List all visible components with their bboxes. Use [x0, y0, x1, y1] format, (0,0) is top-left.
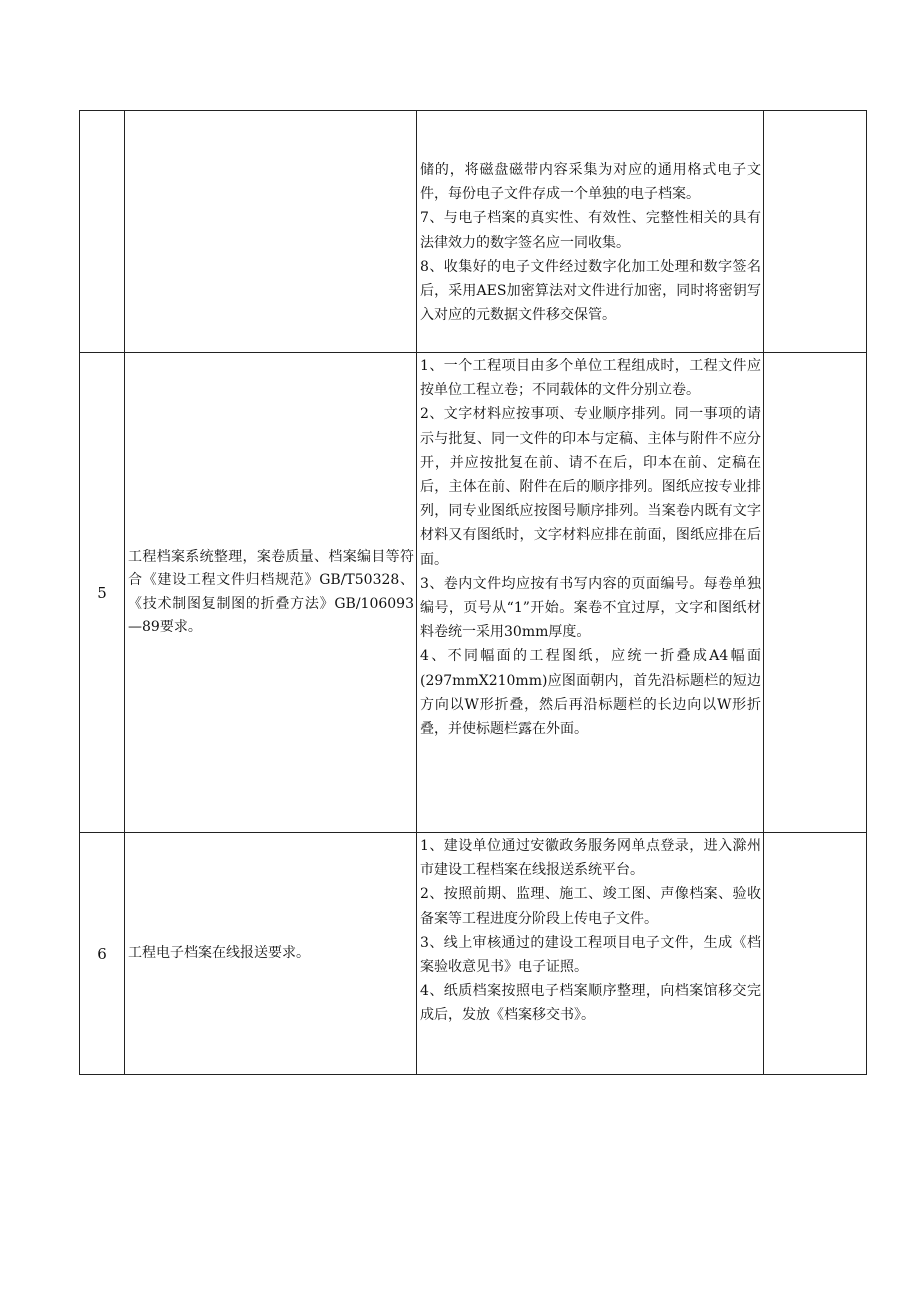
- requirements-cell: [417, 111, 764, 353]
- table-row: [80, 353, 867, 833]
- row-number-cell: 5: [80, 353, 125, 833]
- table-row: [80, 833, 867, 1075]
- item-cell: [125, 353, 417, 833]
- requirements-cell: [417, 353, 764, 833]
- requirement-text: 1、一个工程项目由多个单位工程组成时，工程文件应按单位工程立卷；不同载体的文件分别立卷。: [420, 358, 761, 399]
- requirement-text: 7、与电子档案的真实性、有效性、完整性相关的具有法律效力的数字签名应一同收集。: [420, 210, 761, 251]
- requirement-text: 储的，将磁盘磁带内容采集为对应的通用格式电子文件，每份电子文件存成一个单独的电子档案。: [420, 162, 761, 203]
- requirement-text: 2、文字材料应按事项、专业顺序排列。同一事项的请示与批复、同一文件的印本与定稿、主体与附件不应分开，并应按批复在前、请不在后，印本在前、定稿在后，主体在前、附件在后的顺序排列。图纸应按专业排列，同专业图纸应按图号顺序排列。当案卷内既有文字材料又有图纸时，文字材料应排在前面，图纸应排在后面。: [420, 406, 761, 568]
- note-cell: [764, 111, 867, 353]
- requirement-text: 4、纸质档案按照电子档案顺序整理，向档案馆移交完成后，发放《档案移交书》。: [420, 983, 761, 1024]
- requirements-cell: [417, 833, 764, 1075]
- item-text: 工程档案系统整理，案卷质量、档案编目等符合《建设工程文件归档规范》GB/T50328、《技术制图复制图的折叠方法》GB/106093—89要求。: [128, 548, 414, 635]
- requirement-text: 8、收集好的电子文件经过数字化加工处理和数字签名后，采用AES加密算法对文件进行加密，同时将密钥写入对应的元数据文件移交保管。: [420, 258, 761, 324]
- item-cell: [125, 833, 417, 1075]
- row-number-cell: [80, 111, 125, 353]
- item-text: 工程电子档案在线报送要求。: [128, 944, 310, 961]
- archive-requirements-table: [79, 110, 867, 1075]
- note-cell: [764, 353, 867, 833]
- requirement-text: 3、卷内文件均应按有书写内容的页面编号。每卷单独编号，页号从“1”开始。案卷不宜过厚，文字和图纸材料卷统一采用30mm厚度。: [420, 575, 761, 641]
- requirement-text: 2、按照前期、监理、施工、竣工图、声像档案、验收备案等工程进度分阶段上传电子文件。: [420, 886, 761, 927]
- table-row: [80, 111, 867, 353]
- note-cell: [764, 833, 867, 1075]
- item-cell: [125, 111, 417, 353]
- row-number-cell: 6: [80, 833, 125, 1075]
- requirement-text: 3、线上审核通过的建设工程项目电子文件，生成《档案验收意见书》电子证照。: [420, 934, 761, 976]
- requirement-text: 1、建设单位通过安徽政务服务网单点登录，进入滁州市建设工程档案在线报送系统平台。: [420, 838, 761, 879]
- requirement-text: 4、不同幅面的工程图纸，应统一折叠成A4幅面(297mmX210mm)应图面朝内，首先沿标题栏的短边方向以W形折叠，然后再沿标题栏的长边向以W形折叠，并使标题栏露在外面。: [420, 648, 761, 738]
